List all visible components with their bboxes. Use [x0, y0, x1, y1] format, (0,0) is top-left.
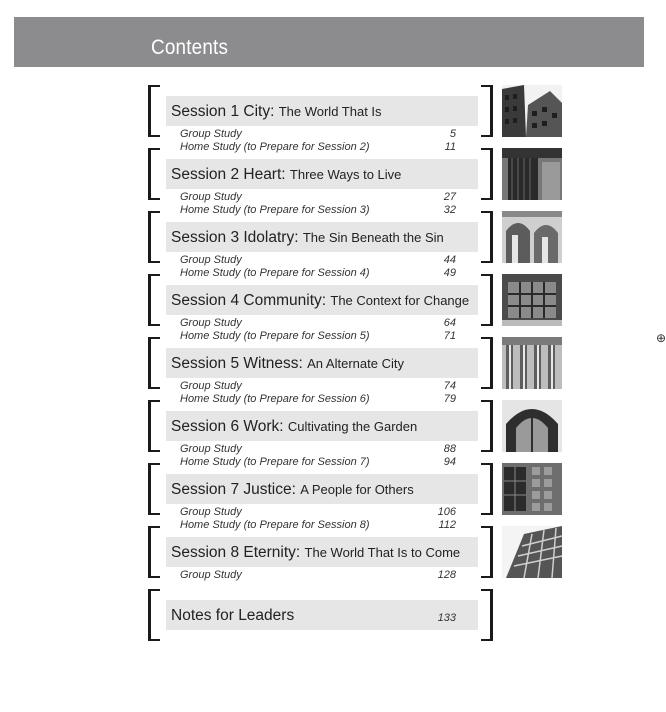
session-title-bar [166, 159, 478, 189]
page-number: 5 [449, 128, 456, 140]
toc-line[interactable]: Group Study [180, 128, 242, 140]
building-photo-6 [502, 400, 562, 452]
session-title-bar [166, 474, 478, 504]
toc-line[interactable]: Home Study (to Prepare for Session 2) [180, 141, 370, 153]
notes-for-leaders-entry [148, 589, 498, 641]
building-photo-5 [502, 337, 562, 389]
building-photo-3 [502, 211, 562, 263]
bracket-right [490, 589, 493, 641]
building-photo-1 [502, 85, 562, 137]
building-photo-2 [502, 148, 562, 200]
toc-line[interactable]: Group Study [180, 506, 242, 518]
registration-mark-icon: ⊕ [656, 331, 666, 345]
session-subtitle: Cultivating the Garden [287, 419, 418, 434]
page-number: 27 [443, 191, 456, 203]
bracket-left [148, 85, 151, 137]
session-label: Session 7 Justice: [171, 481, 296, 498]
toc-line[interactable]: Home Study (to Prepare for Session 3) [180, 204, 370, 216]
contents-header-bar [14, 17, 644, 67]
toc-line[interactable]: Home Study (to Prepare for Session 7) [180, 456, 370, 468]
notes-title[interactable]: Notes for Leaders [171, 607, 295, 624]
session-subtitle: Three Ways to Live [289, 167, 402, 182]
session-title-bar [166, 411, 478, 441]
session-label: Session 3 Idolatry: [171, 229, 299, 246]
page-number: 49 [443, 267, 456, 279]
page-number: 11 [444, 141, 456, 153]
bracket-left [148, 526, 151, 578]
session-entry-7 [148, 463, 498, 531]
page-number: 128 [437, 569, 456, 581]
session-title[interactable] [171, 103, 382, 121]
session-entry-5 [148, 337, 498, 405]
session-label: Session 8 Eternity: [171, 544, 301, 561]
bracket-right [490, 337, 493, 389]
bracket-right [490, 526, 493, 578]
session-label: Session 5 Witness: [171, 355, 303, 372]
session-entry-2 [148, 148, 498, 216]
session-title-bar [166, 96, 478, 126]
session-title[interactable] [171, 481, 414, 499]
page-number: 64 [443, 317, 456, 329]
page-number: 106 [437, 506, 456, 518]
bracket-right [490, 274, 493, 326]
toc-line[interactable]: Group Study [180, 191, 242, 203]
session-label: Session 2 Heart: [171, 166, 286, 183]
bracket-right [490, 211, 493, 263]
bracket-left [148, 148, 151, 200]
session-entry-8 [148, 526, 498, 581]
session-entry-1 [148, 85, 498, 153]
toc-line[interactable]: Home Study (to Prepare for Session 8) [180, 519, 370, 531]
building-photo-8 [502, 526, 562, 578]
bracket-right [490, 148, 493, 200]
session-title[interactable] [171, 166, 401, 184]
session-title[interactable] [171, 418, 417, 436]
session-subtitle: The Sin Beneath the Sin [302, 230, 444, 245]
page-number: 112 [438, 519, 456, 531]
session-subtitle: The World That Is [278, 104, 382, 119]
session-subtitle: The Context for Change [330, 293, 470, 308]
session-subtitle: The World That Is to Come [304, 545, 461, 560]
page-title: Contents [151, 36, 229, 59]
page-number: 71 [443, 330, 456, 342]
bracket-right [490, 85, 493, 137]
session-title-bar [166, 348, 478, 378]
bracket-left [148, 274, 151, 326]
page-number: 74 [443, 380, 456, 392]
session-label: Session 1 City: [171, 103, 275, 120]
bracket-left [148, 400, 151, 452]
bracket-right [490, 400, 493, 452]
session-entry-3 [148, 211, 498, 279]
toc-line[interactable]: Group Study [180, 317, 242, 329]
toc-line[interactable]: Home Study (to Prepare for Session 4) [180, 267, 370, 279]
toc-line[interactable]: Home Study (to Prepare for Session 5) [180, 330, 370, 342]
bracket-left [148, 337, 151, 389]
session-title[interactable] [171, 292, 469, 310]
toc-line[interactable]: Home Study (to Prepare for Session 6) [180, 393, 370, 405]
session-title-bar [166, 222, 478, 252]
session-subtitle: An Alternate City [307, 356, 404, 371]
session-title-bar [166, 537, 478, 567]
page-number: 88 [443, 443, 456, 455]
notes-title-bar [166, 600, 478, 630]
page-number: 32 [443, 204, 456, 216]
session-title[interactable] [171, 544, 460, 562]
page-number: 94 [443, 456, 456, 468]
session-title[interactable] [171, 355, 404, 373]
toc-line[interactable]: Group Study [180, 443, 242, 455]
page-number: 44 [443, 254, 456, 266]
building-photo-4 [502, 274, 562, 326]
building-photo-7 [502, 463, 562, 515]
session-title[interactable] [171, 229, 444, 247]
session-entry-4 [148, 274, 498, 342]
bracket-left [148, 463, 151, 515]
toc-line[interactable]: Group Study [180, 254, 242, 266]
bracket-left [148, 211, 151, 263]
bracket-left [148, 589, 151, 641]
bracket-right [490, 463, 493, 515]
session-label: Session 4 Community: [171, 292, 327, 309]
session-subtitle: A People for Others [300, 482, 414, 497]
session-entry-6 [148, 400, 498, 468]
toc-line[interactable]: Group Study [180, 569, 242, 581]
toc-line[interactable]: Group Study [180, 380, 242, 392]
session-label: Session 6 Work: [171, 418, 284, 435]
session-title-bar [166, 285, 478, 315]
page-number: 79 [443, 393, 456, 405]
page-number: 133 [437, 612, 456, 624]
